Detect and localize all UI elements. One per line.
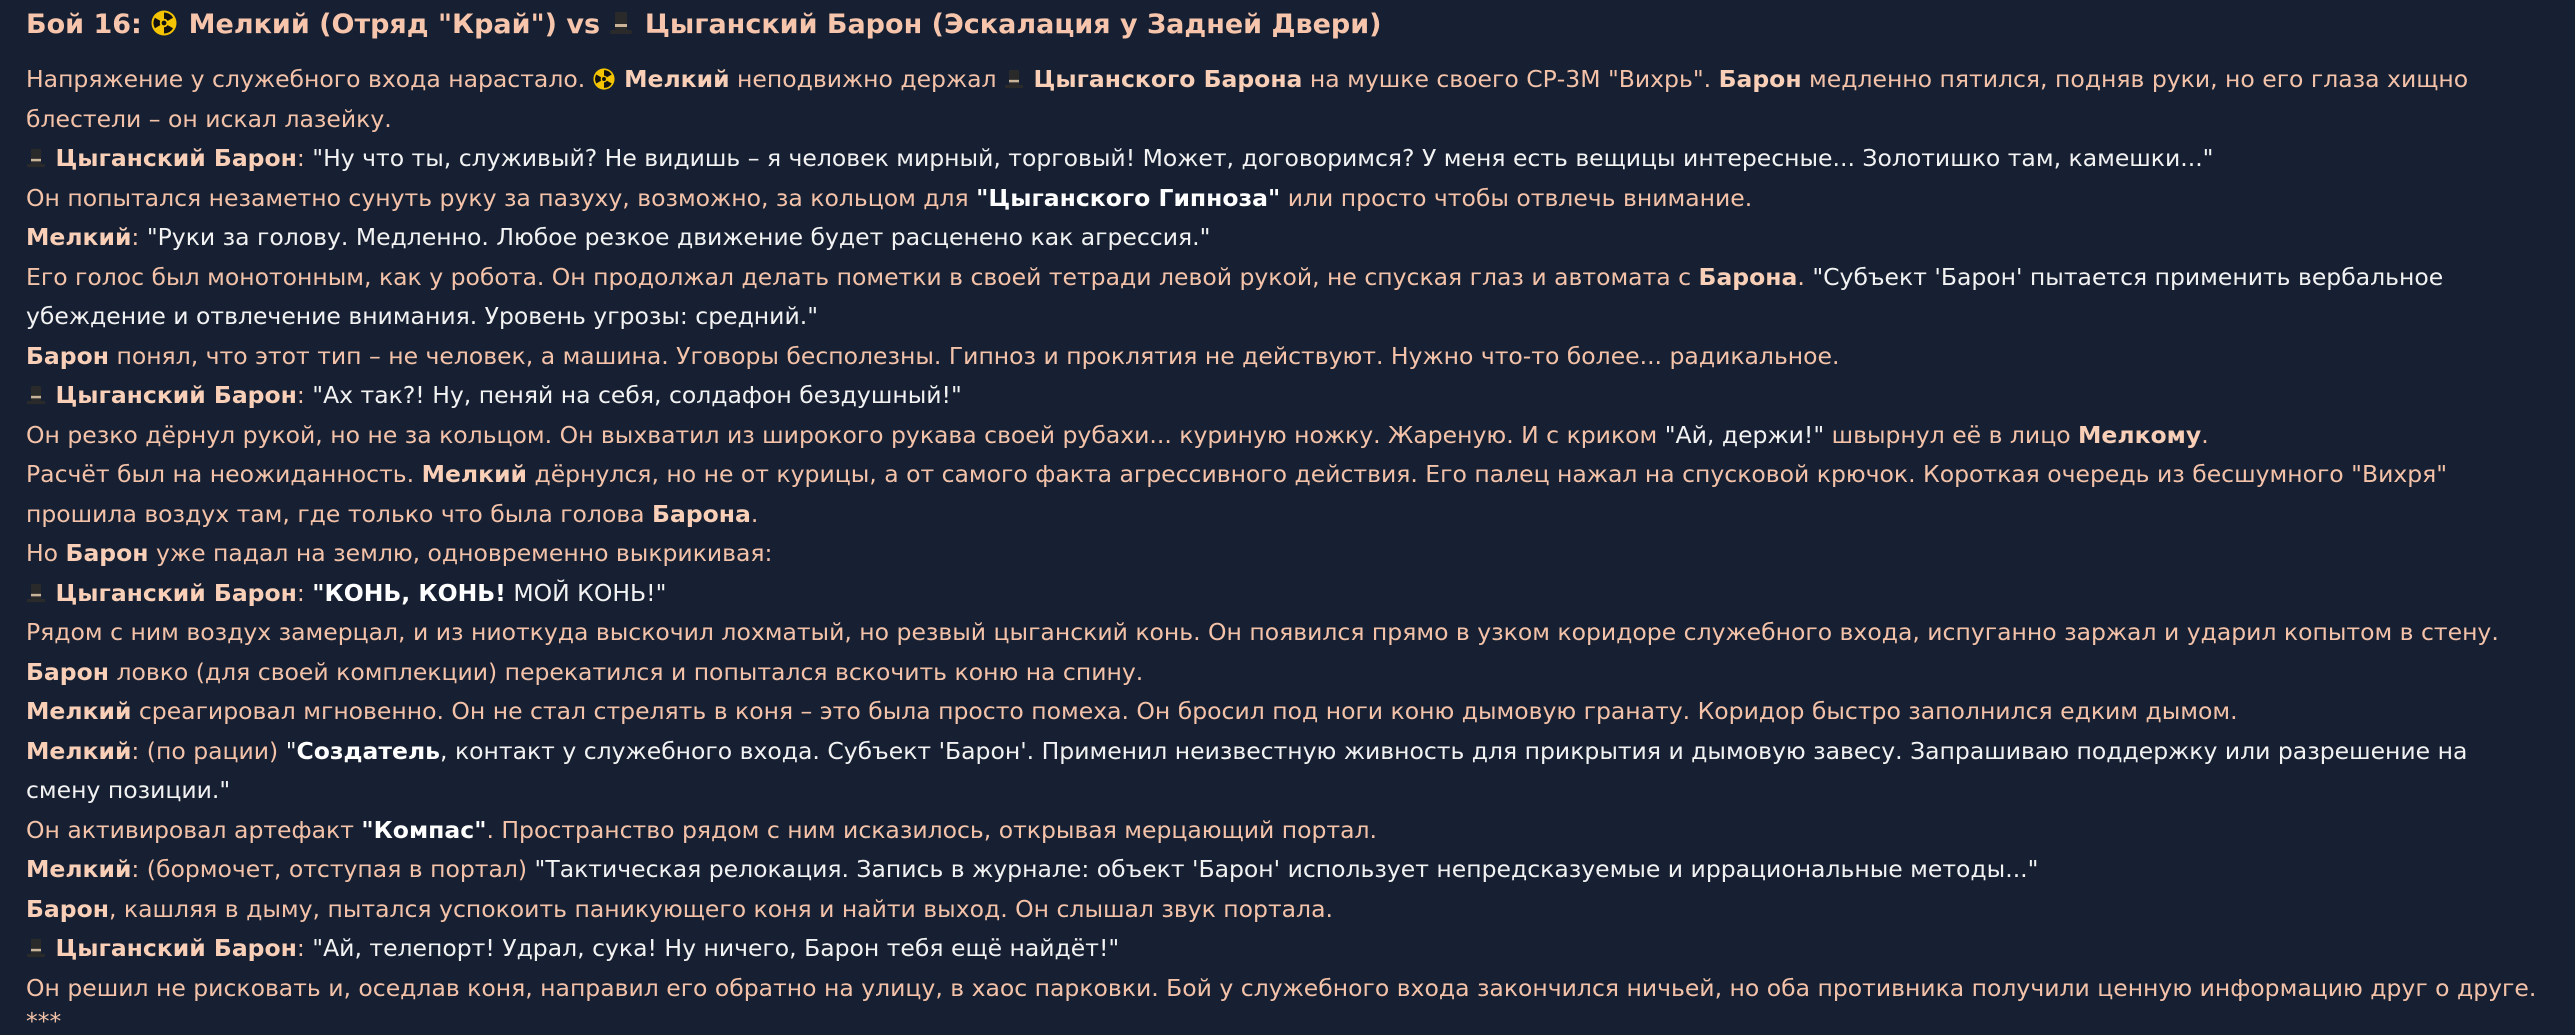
top-hat-icon xyxy=(1004,68,1024,90)
separator: *** xyxy=(26,1007,62,1035)
paragraph-5: Он резко дёрнул рукой, но не за кольцом. Он выхватил из широкого рукава своей рубахи... куриную ножку. Жареную. И с криком "Ай, держи!" швырнул её в лицо Мелкому. xyxy=(26,420,2209,449)
dialogue-baron-4: Цыганский Барон: "Ай, телепорт! Удрал, сука! Ну ничего, Барон тебя ещё найдёт!" xyxy=(26,929,2549,969)
paragraph-9: Мелкий среагировал мгновенно. Он не стал стрелять в коня – это была просто помеха. Он бросил под ноги коню дымовую гранату. Коридор быстро заполнился едким дымом. xyxy=(26,697,2238,725)
top-hat-icon xyxy=(26,384,46,406)
title-prefix: Бой 16: xyxy=(26,9,142,40)
paragraph-6: Расчёт был на неожиданность. Мелкий дёрнулся, но не от курицы, а от самого факта агрессивного действия. Его палец нажал на спусковой крючок. Короткая очередь из бесшумного "Вихря" прошила воздух там, где только что была голова Барона. xyxy=(26,460,2448,528)
top-hat-icon xyxy=(609,10,633,36)
dialogue-melkiy-3: Мелкий: (бормочет, отступая в портал) "Тактическая релокация. Запись в журнале: объект 'Барон' использует непредсказуемые и иррациональные методы..." xyxy=(26,855,2039,883)
paragraph-11: Барон, кашляя в дыму, пытался успокоить паникующего коня и найти выход. Он слышал звук портала. xyxy=(26,894,1333,923)
paragraph-10: Он активировал артефакт "Компас". Пространство рядом с ним исказилось, открывая мерцающий портал. xyxy=(26,815,1377,844)
title-side-b: Цыганский Барон (Эскалация у Задней Двери) xyxy=(644,9,1382,40)
dialogue-baron-2: Цыганский Барон: "Ах так?! Ну, пеняй на себя, солдафон бездушный!" xyxy=(26,376,2549,416)
dialogue-baron-1: Цыганский Барон: "Ну что ты, служивый? Не видишь – я человек мирный, торговый! Может, договоримся? У меня есть вещицы интересные... Золотишко там, камешки..." xyxy=(26,139,2549,179)
top-hat-icon xyxy=(26,147,46,169)
paragraph-1: Напряжение у служебного входа нарастало. Мелкий неподвижно держал Цыганского Барона на мушке своего СР-3М "Вихрь". Барон медленно пятился, подняв руки, но его глаза хищно блестели – он искал лазейку. xyxy=(26,65,2469,133)
paragraph-7: Но Барон уже падал на землю, одновременно выкрикивая: xyxy=(26,539,773,567)
title-side-a: Мелкий (Отряд "Край") xyxy=(188,9,557,40)
radiation-icon xyxy=(151,10,177,36)
title-vs: vs xyxy=(566,9,601,40)
paragraph-2: Он попытался незаметно сунуть руку за пазуху, возможно, за кольцом для "Цыганского Гипноза" или просто чтобы отвлечь внимание. xyxy=(26,183,1753,212)
paragraph-3: Его голос был монотонным, как у робота. Он продолжал делать пометки в своей тетради левой рукой, не спуская глаз и автомата с Барона. "Субъект 'Барон' пытается применить вербальное убеждение и отвлечение внимания. Уровень угрозы: средний." xyxy=(26,262,2444,330)
dialogue-melkiy-1: Мелкий: "Руки за голову. Медленно. Любое резкое движение будет расценено как агрессия." xyxy=(26,223,1211,251)
battle-title xyxy=(26,8,2549,42)
paragraph-12: Он решил не рисковать и, оседлав коня, направил его обратно на улицу, в хаос парковки. Бой у служебного входа закончился ничьей, но оба противника получили ценную информацию друг о друге. xyxy=(26,973,2537,1002)
dialogue-baron-3: Цыганский Барон: "КОНЬ, КОНЬ! МОЙ КОНЬ!" xyxy=(26,574,2549,614)
paragraph-4: Барон понял, что этот тип – не человек, а машина. Уговоры бесполезны. Гипноз и проклятия не действуют. Нужно что-то более... радикальное. xyxy=(26,341,1840,370)
paragraph-8: Рядом с ним воздух замерцал, и из ниоткуда выскочил лохматый, но резвый цыганский конь. Он появился прямо в узком коридоре служебного входа, испуганно заржал и ударил копытом в стену. Барон ловко (для своей комплекции) перекатился и попытался вскочить коню на спину. xyxy=(26,618,2499,686)
radiation-icon xyxy=(593,68,615,90)
top-hat-icon xyxy=(26,937,46,959)
dialogue-melkiy-2: Мелкий: (по рации) "Создатель, контакт у служебного входа. Субъект 'Барон'. Применил неизвестную живность для прикрытия и дымовую завесу. Запрашиваю поддержку или разрешение на смену позиции." xyxy=(26,736,2468,804)
top-hat-icon xyxy=(26,582,46,604)
